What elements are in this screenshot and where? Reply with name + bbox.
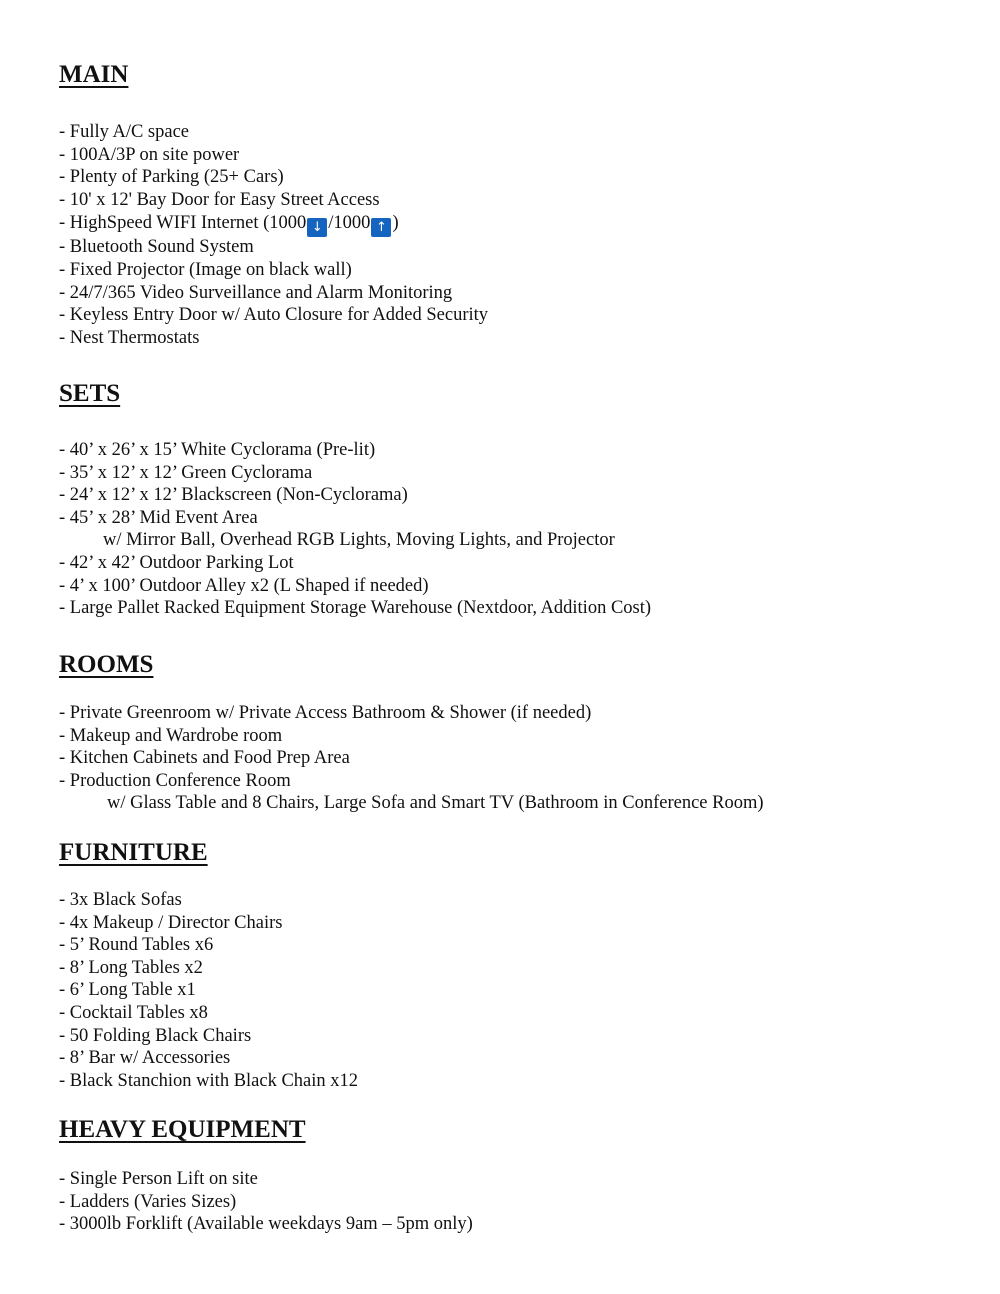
list-item: - Fully A/C space — [59, 122, 190, 142]
furniture-heading: FURNITURE — [59, 839, 208, 866]
list-item: - Private Greenroom w/ Private Access Bathroom & Shower (if needed) — [59, 703, 592, 723]
main-heading: MAIN — [59, 61, 129, 88]
furniture-section — [59, 838, 959, 1092]
list-item: - 3000lb Forklift (Available weekdays 9am – 5pm only) — [59, 1214, 473, 1235]
list-item: - 40’ x 26’ x 15’ White Cyclorama (Pre-lit) — [59, 440, 376, 460]
list-item: - 6’ Long Table x1 — [59, 980, 196, 1001]
list-item: - 100A/3P on site power — [59, 144, 240, 165]
main-list — [59, 121, 959, 349]
list-item: - Production Conference Room — [59, 770, 291, 791]
list-item: - Makeup and Wardrobe room — [59, 725, 283, 746]
rooms-heading: ROOMS — [59, 651, 154, 678]
list-item: - 35’ x 12’ x 12’ Green Cyclorama — [59, 462, 313, 483]
list-item: - Ladders (Varies Sizes) — [59, 1191, 237, 1212]
wifi-prefix: - HighSpeed WIFI Internet (1000 — [59, 213, 307, 234]
heavy-equipment-list — [59, 1168, 959, 1236]
rooms-list — [59, 702, 959, 815]
furniture-list — [59, 889, 959, 1092]
list-item: - Cocktail Tables x8 — [59, 1002, 208, 1023]
list-item: - Keyless Entry Door w/ Auto Closure for Added Security — [59, 305, 489, 326]
list-item-wifi — [59, 211, 959, 236]
list-item: - 42’ x 42’ Outdoor Parking Lot — [59, 552, 294, 573]
sets-section — [59, 379, 959, 620]
list-item: - 8’ Long Tables x2 — [59, 957, 203, 978]
down-arrow-icon: ↓ — [307, 218, 327, 237]
sets-heading: SETS — [59, 380, 121, 407]
list-item: - 4x Makeup / Director Chairs — [59, 912, 283, 933]
wifi-middle: /1000 — [328, 213, 371, 234]
list-item: - 24/7/365 Video Surveillance and Alarm Monitoring — [59, 282, 453, 303]
heavy-equipment-section — [59, 1115, 959, 1236]
list-item: - 3x Black Sofas — [59, 890, 182, 910]
list-item: - 10' x 12' Bay Door for Easy Street Access — [59, 189, 380, 210]
list-item: - 50 Folding Black Chairs — [59, 1025, 252, 1046]
list-item: - 4’ x 100’ Outdoor Alley x2 (L Shaped if needed) — [59, 575, 429, 596]
list-item: - 8’ Bar w/ Accessories — [59, 1048, 231, 1069]
main-section — [59, 60, 959, 349]
heavy-equipment-heading: HEAVY EQUIPMENT — [59, 1116, 306, 1143]
list-item: - Bluetooth Sound System — [59, 237, 254, 258]
list-item: - Nest Thermostats — [59, 327, 200, 348]
sets-list — [59, 439, 959, 620]
list-item: - Large Pallet Racked Equipment Storage Warehouse (Nextdoor, Addition Cost) — [59, 598, 652, 619]
list-item: - Fixed Projector (Image on black wall) — [59, 259, 352, 280]
list-item-sub: w/ Mirror Ball, Overhead RGB Lights, Moving Lights, and Projector — [103, 530, 615, 551]
list-item: - Black Stanchion with Black Chain x12 — [59, 1070, 359, 1091]
list-item: - 45’ x 28’ Mid Event Area — [59, 507, 258, 528]
list-item: - 24’ x 12’ x 12’ Blackscreen (Non-Cyclorama) — [59, 485, 408, 506]
up-arrow-icon: ↑ — [371, 218, 391, 237]
list-item: - 5’ Round Tables x6 — [59, 935, 214, 956]
rooms-section — [59, 650, 959, 815]
list-item: - Single Person Lift on site — [59, 1169, 258, 1189]
list-item-sub: w/ Glass Table and 8 Chairs, Large Sofa and Smart TV (Bathroom in Conference Room) — [107, 793, 764, 814]
list-item: - Plenty of Parking (25+ Cars) — [59, 167, 284, 188]
wifi-suffix: ) — [392, 213, 399, 234]
list-item: - Kitchen Cabinets and Food Prep Area — [59, 748, 350, 769]
